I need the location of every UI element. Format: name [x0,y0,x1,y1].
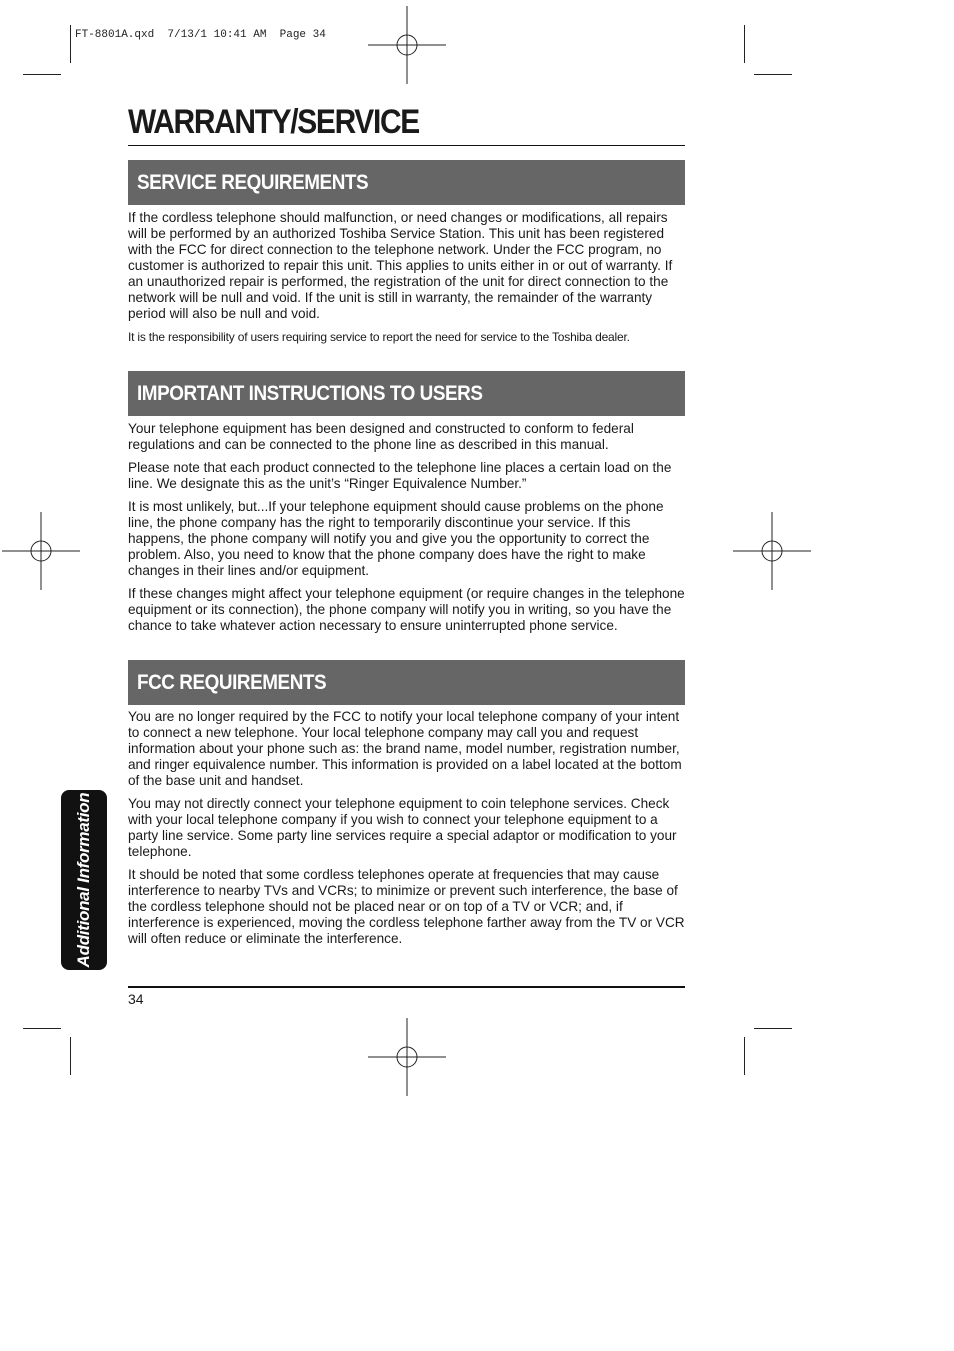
print-slug: FT-8801A.qxd 7/13/1 10:41 AM Page 34 [75,29,326,41]
paragraph: If these changes might affect your telephone equipment (or require changes in the telephone equipment or its connection), the phone company will notify you in writing, so you have the chance to take whatever action necessary to ensure uninterrupted phone service. [128,586,685,633]
page-number: 34 [128,991,144,1007]
section-heading-service [128,160,685,205]
paragraph: Your telephone equipment has been designed and constructed to conform to federal regulations and can be connected to the phone line as described in this manual. [128,421,634,452]
paragraph: If the cordless telephone should malfunction, or need changes or modifications, all repairs will be performed by an authorized Toshiba Service Station. This unit has been registered with the FCC for direct connection to the telephone network. Under the FCC program, no customer is authorized to repair this unit. This applies to units either in or out of warranty. If an unauthorized repair is performed, the registration of the unit for direct connection to the network will be null and void. If the unit is still in warranty, the remainder of the warranty period will also be null and void. [128,210,673,321]
paragraph: It should be noted that some cordless telephones operate at frequencies that may cause interference to nearby TVs and VCRs; to minimize or prevent such interference, the base of the cordless telephone should not be placed near or on top of a TV or VCR; and, if interference is experienced, moving the cordless telephone farther away from the TV or VCR will often reduce or eliminate the interference. [128,867,685,946]
crop-mark [744,25,745,63]
crop-mark [23,74,61,75]
registration-mark-icon [368,1018,446,1096]
crop-mark [754,74,792,75]
paragraph: It is most unlikely, but...If your telephone equipment should cause problems on the phone line, the phone company has the right to temporarily discontinue your service. If this happens, the phone company will notify you and give you the opportunity to correct the problem. Also, you need to know that the phone company does have the right to make changes in their lines and/or equipment. [128,499,664,578]
paragraph: You may not directly connect your telephone equipment to coin telephone services. Check with your local telephone company if you wish to connect your telephone equipment to a party line service. Some party line services require a special adaptor or modification to your telephone. [128,796,677,859]
section-heading-text: SERVICE REQUIREMENTS [137,171,369,194]
registration-mark-icon [733,512,811,590]
paragraph: Please note that each product connected to the telephone line places a certain load on the line. We designate this as the unit’s “Ringer Equivalence Number.” [128,460,672,491]
section-heading-instructions [128,371,685,416]
registration-mark-icon [368,6,446,84]
section-heading-text: FCC REQUIREMENTS [137,671,327,694]
section-heading-fcc [128,660,685,705]
side-tab-label: Additional Information [74,792,93,968]
section-heading-text: IMPORTANT INSTRUCTIONS TO USERS [137,382,483,405]
paragraph: You are no longer required by the FCC to notify your local telephone company of your intent to connect a new telephone. Your local telephone company may call you and request information about your phone such as: the brand name, model number, registration number, and ringer equivalence number. This information is provided on a label located at the bottom of the base unit and handset. [128,709,682,788]
footer-rule [128,986,685,988]
title-rule [128,145,685,146]
crop-mark [744,1037,745,1075]
side-tab [61,790,107,970]
paragraph: It is the responsibility of users requiring service to report the need for service to the Toshiba dealer. [128,330,630,344]
crop-mark [23,1028,61,1029]
crop-mark [70,1037,71,1075]
page-title: WARRANTY/SERVICE [128,103,419,141]
crop-mark [754,1028,792,1029]
crop-mark [70,25,71,63]
registration-mark-icon [2,512,80,590]
